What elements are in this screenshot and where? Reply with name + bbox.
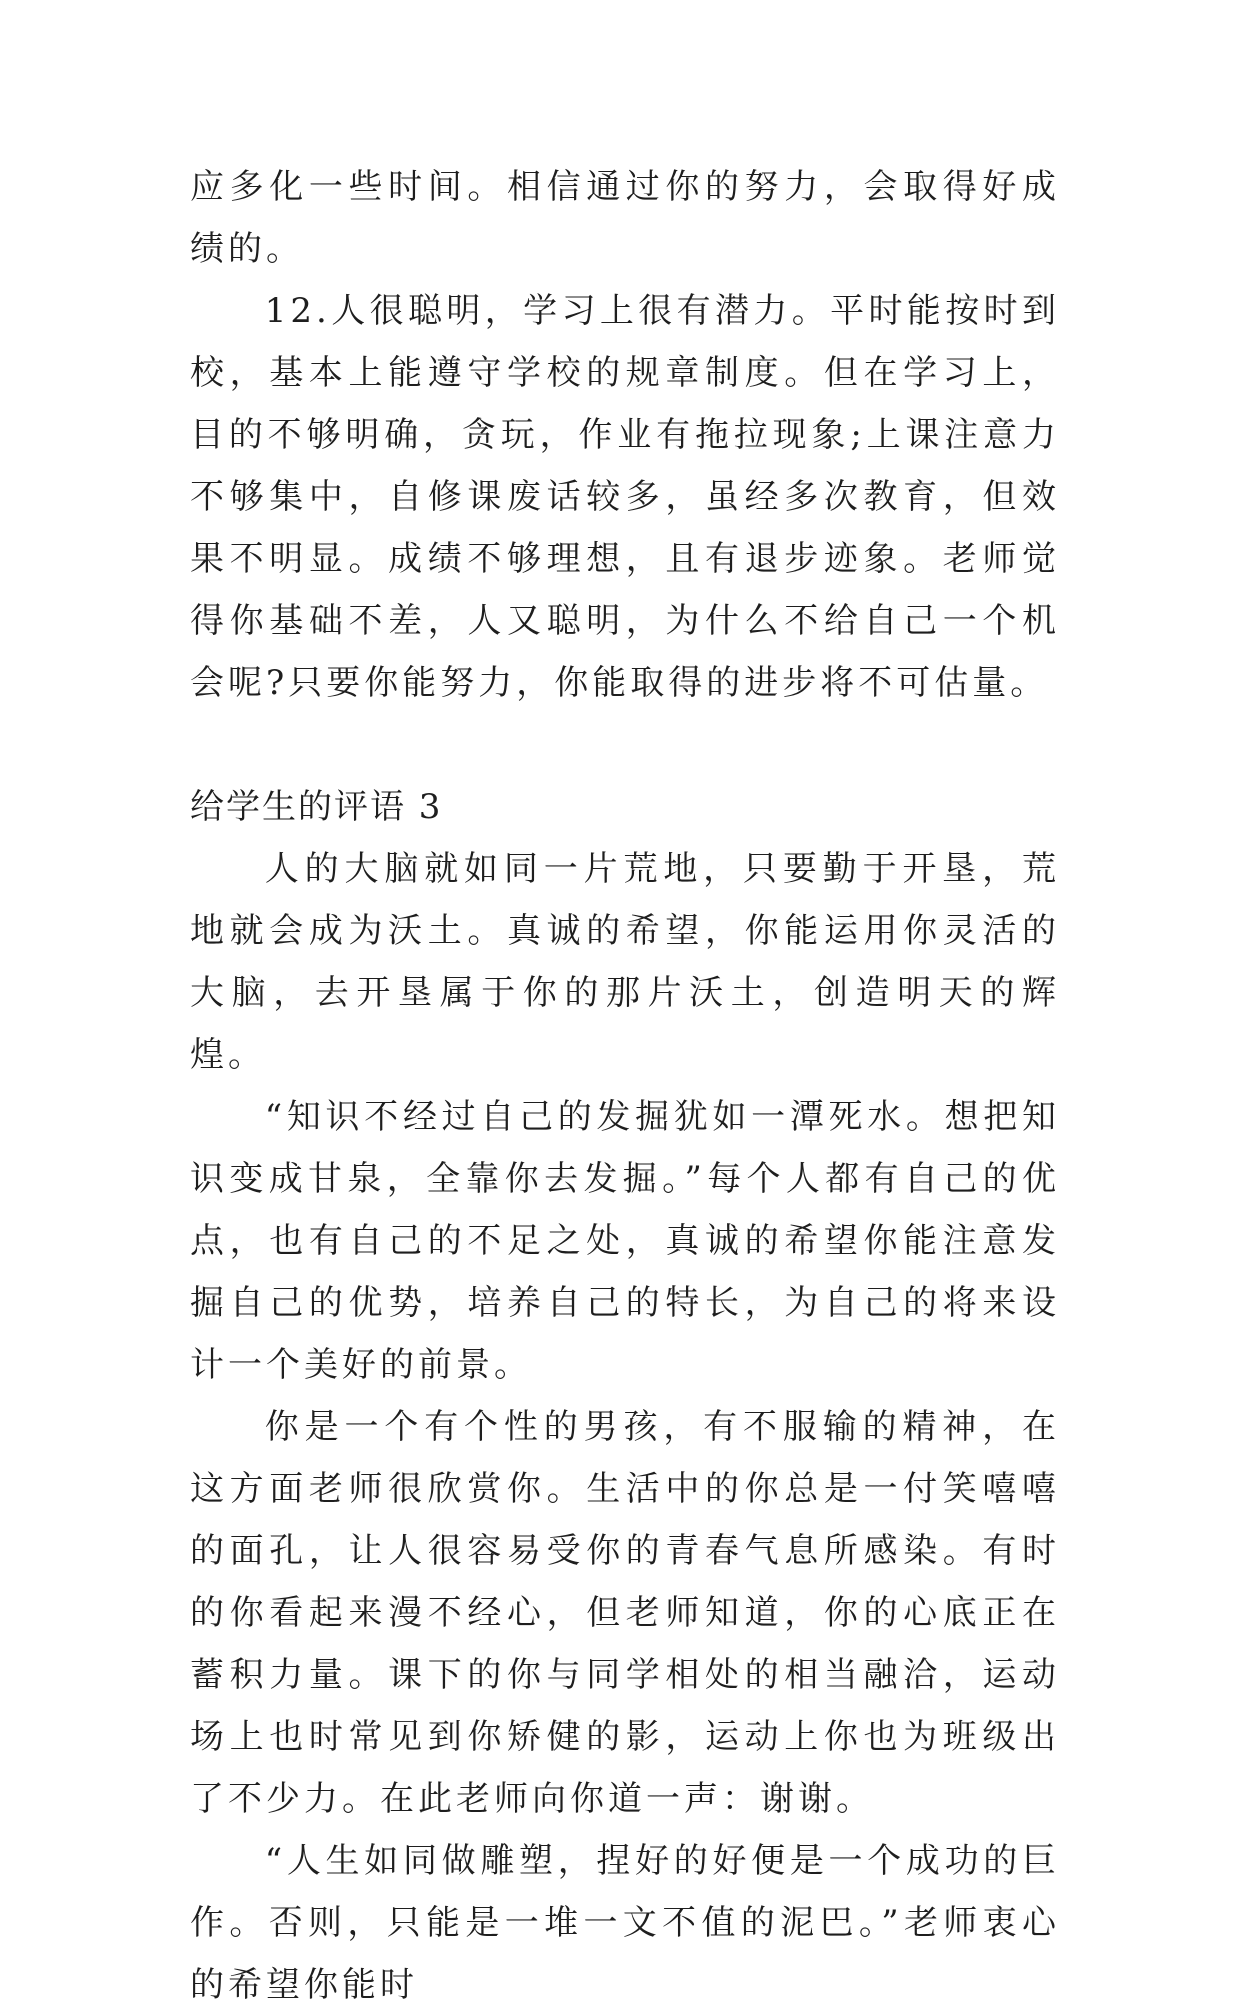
- paragraph-knowledge-quote: “知识不经过自己的发掘犹如一潭死水。想把知识变成甘泉，全靠你去发掘。”每个人都有自己的优点，也有自己的不足之处，真诚的希望你能注意发掘自己的优势，培养自己的特长，为自己的将来设计一个美好的前景。: [190, 1097, 1060, 1385]
- paragraph-brain-wasteland: 人的大脑就如同一片荒地，只要勤于开垦，荒地就会成为沃土。真诚的希望，你能运用你灵活的大脑，去开垦属于你的那片沃土，创造明天的辉煌。: [190, 849, 1060, 1075]
- paragraph-personality-boy: 你是一个有个性的男孩，有不服输的精神，在这方面老师很欣赏你。生活中的你总是一付笑嘻嘻的面孔，让人很容易受你的青春气息所感染。有时的你看起来漫不经心，但老师知道，你的心底正在蓄积力量。课下的你与同学相处的相当融洽，运动场上也时常见到你矫健的影，运动上你也为班级出了不少力。在此老师向你道一声：谢谢。: [190, 1407, 1060, 1819]
- section-heading: 给学生的评语 3: [190, 787, 443, 827]
- document-body: [190, 156, 1060, 2016]
- paragraph-sculpture-quote: “人生如同做雕塑，捏好的好便是一个成功的巨作。否则，只能是一堆一文不值的泥巴。”老师衷心的希望你能时: [190, 1841, 1060, 2005]
- paragraph-comment-12: 12.人很聪明，学习上很有潜力。平时能按时到校，基本上能遵守学校的规章制度。但在学习上，目的不够明确，贪玩，作业有拖拉现象;上课注意力不够集中，自修课废话较多，虽经多次教育，但效果不明显。成绩不够理想，且有退步迹象。老师觉得你基础不差，人又聪明，为什么不给自己一个机会呢?只要你能努力，你能取得的进步将不可估量。: [190, 291, 1060, 703]
- paragraph-continuation: 应多化一些时间。相信通过你的努力，会取得好成绩的。: [190, 167, 1060, 269]
